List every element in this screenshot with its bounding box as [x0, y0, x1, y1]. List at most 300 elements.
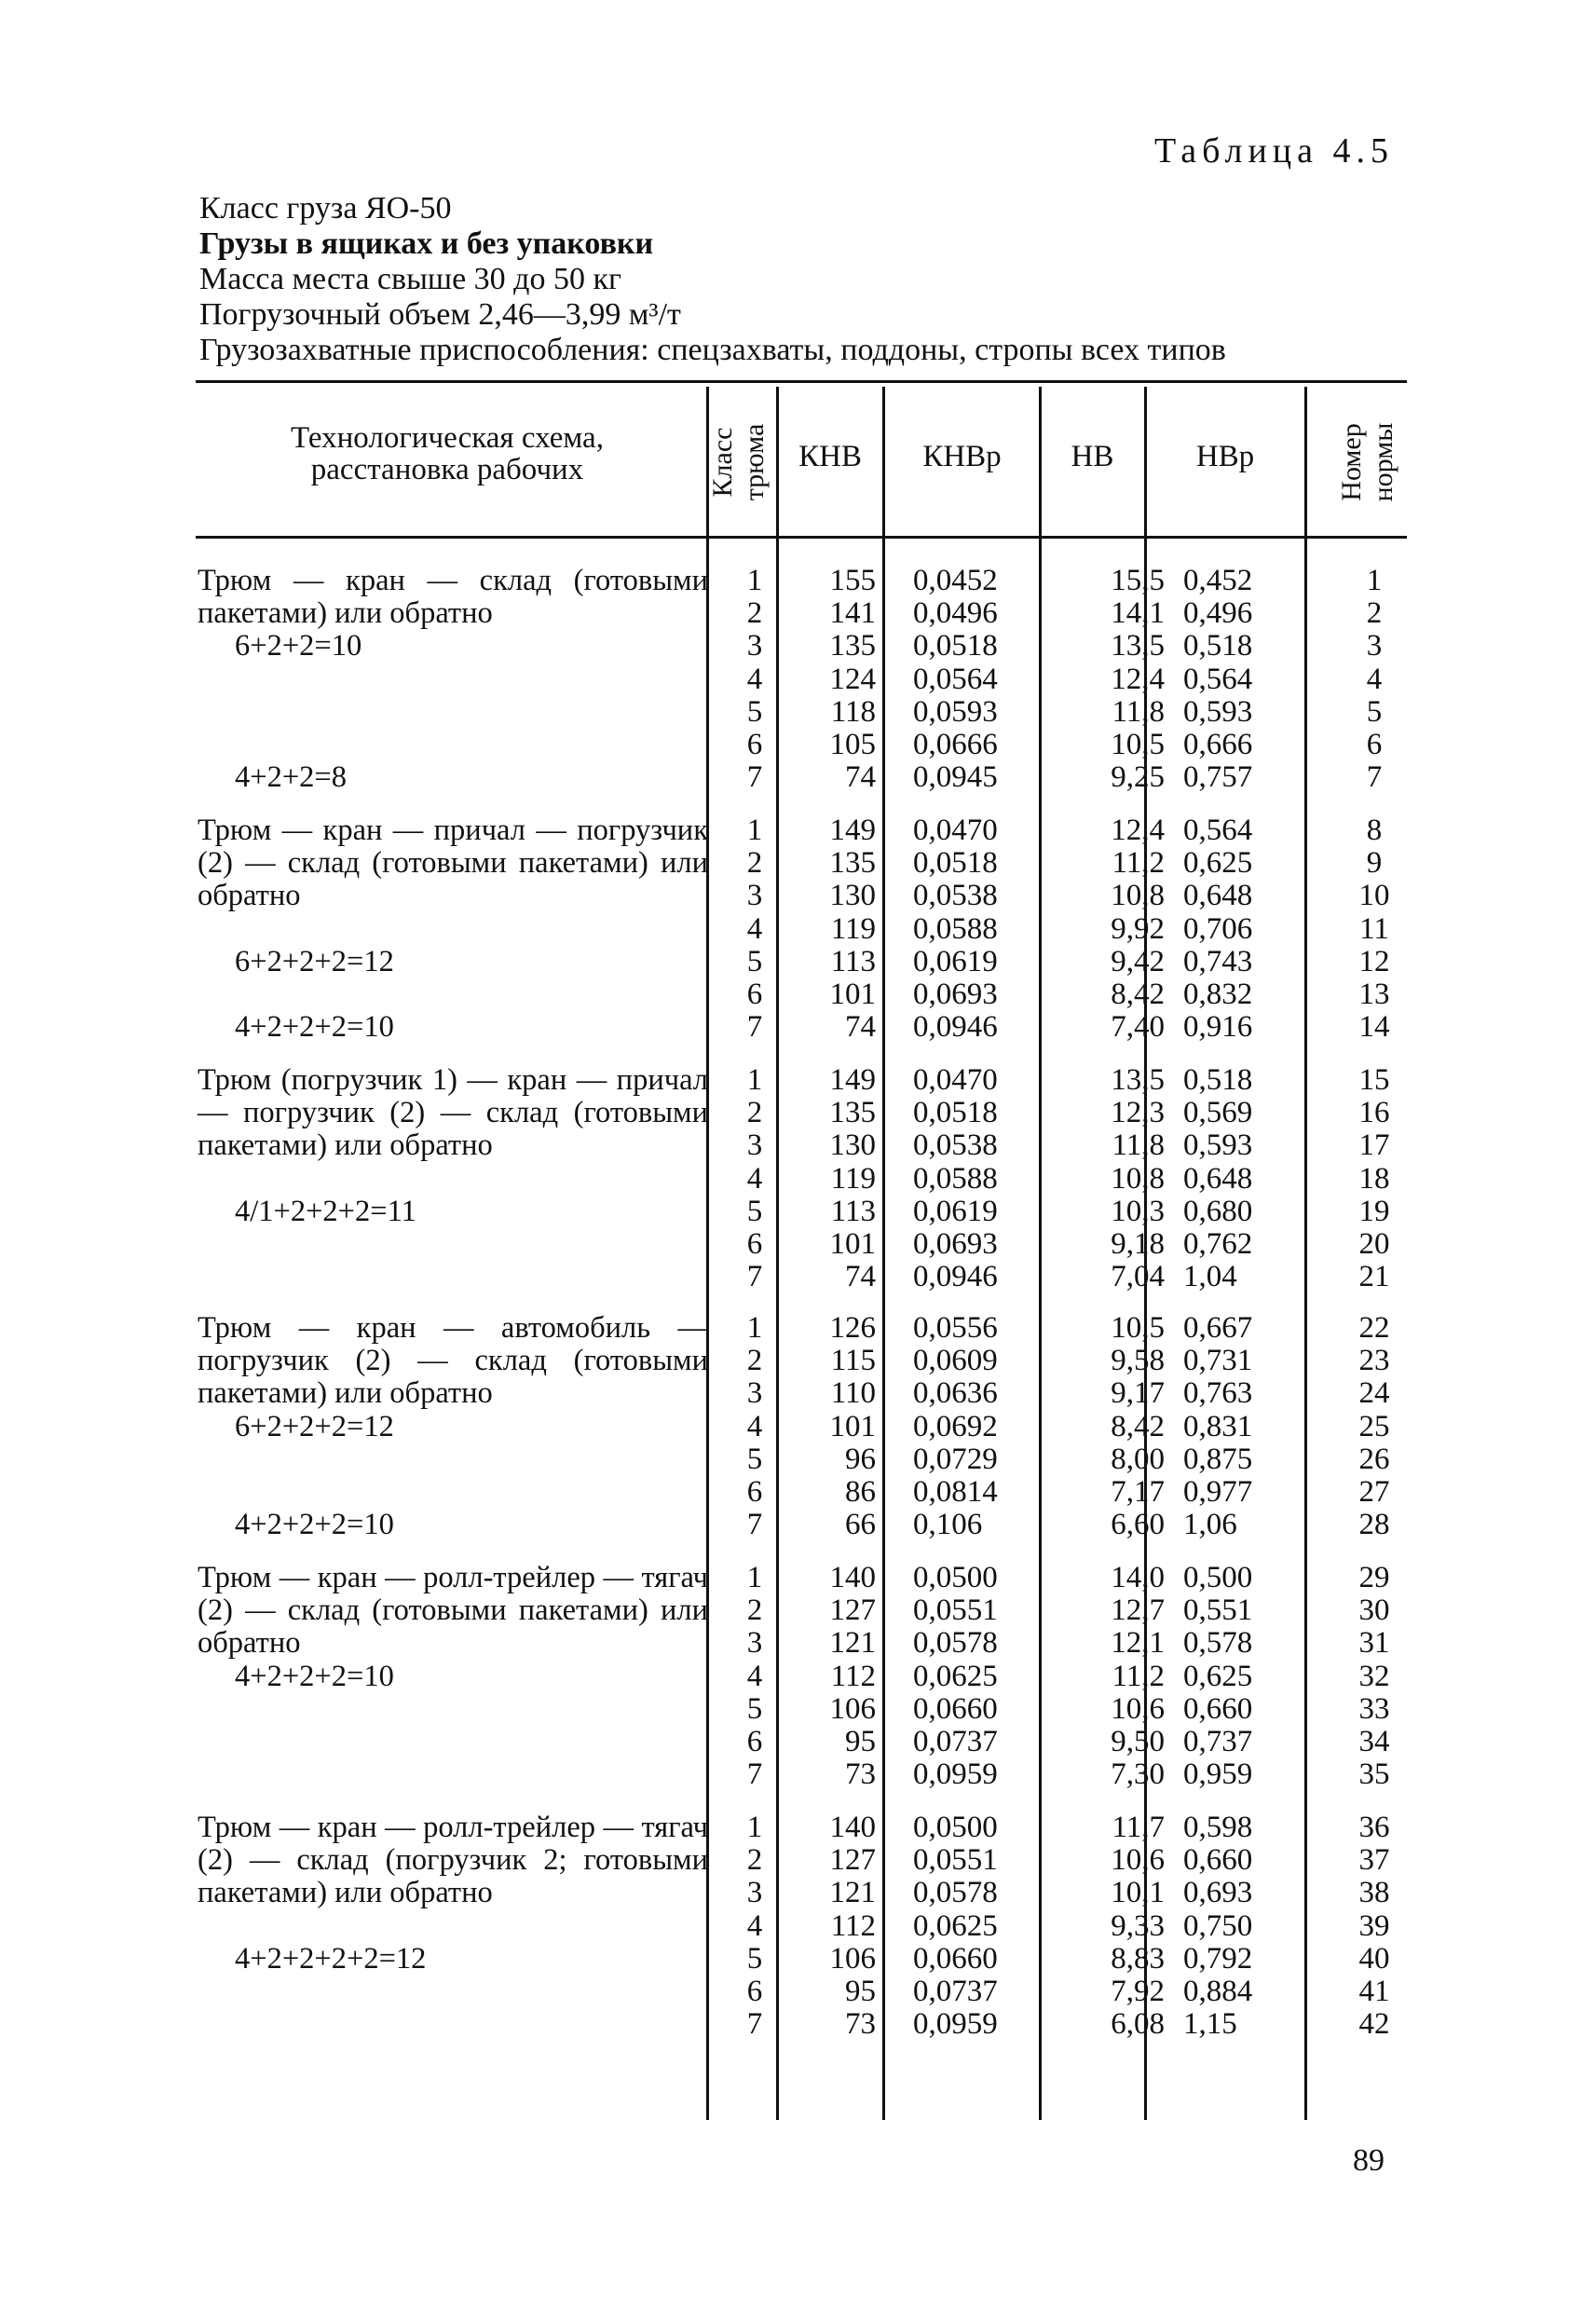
norm-number-column: [1342, 565, 1407, 794]
value-cell: 5: [746, 944, 763, 978]
value-cell: 3: [746, 1376, 763, 1411]
value-cell: 10,8: [1111, 879, 1165, 913]
nv-column: [1053, 814, 1165, 1044]
value-cell: 1: [746, 564, 763, 597]
value-cell: 0,0959: [913, 1757, 998, 1792]
value-cell: 0,551: [1183, 1593, 1253, 1628]
value-cell: 0,0660: [913, 1691, 998, 1726]
value-cell: 130: [829, 879, 876, 913]
value-cell: 0,757: [1183, 760, 1253, 795]
value-cell: 9,33: [1111, 1908, 1165, 1943]
value-cell: 24: [1358, 1376, 1390, 1411]
column-divider: [882, 387, 885, 2120]
value-cell: 18: [1358, 1161, 1390, 1196]
norm-number-column: [1342, 1064, 1407, 1293]
knv-column: [773, 1064, 876, 1293]
value-cell: 0,0518: [913, 629, 998, 663]
value-cell: 1: [746, 814, 763, 847]
value-cell: 0,0693: [913, 1226, 998, 1261]
value-cell: 9,25: [1111, 760, 1165, 795]
value-cell: 16: [1358, 1096, 1390, 1130]
value-cell: 6: [1366, 727, 1383, 761]
value-cell: 9: [1366, 846, 1383, 881]
value-cell: 2: [746, 846, 763, 881]
scheme-cell: [198, 814, 708, 1044]
value-cell: 5: [1366, 694, 1383, 729]
nvr-column: [1183, 565, 1295, 794]
value-cell: 1: [746, 1311, 763, 1345]
cargo-volume: Погрузочный объем 2,46—3,99 м³/т: [199, 297, 681, 332]
value-cell: 0,593: [1183, 1128, 1253, 1163]
value-cell: 96: [845, 1442, 876, 1476]
value-cell: 14: [1358, 1010, 1390, 1045]
value-cell: 0,693: [1183, 1876, 1253, 1910]
value-cell: 6,08: [1111, 2007, 1165, 2042]
knv-column: [773, 814, 876, 1044]
value-cell: 7,40: [1111, 1010, 1165, 1045]
value-cell: 0,884: [1183, 1974, 1253, 2008]
cargo-devices: Грузозахватные приспособления: спецзахваты, поддоны, стропы всех типов: [199, 333, 1226, 367]
value-cell: 0,598: [1183, 1811, 1253, 1844]
value-cell: 2: [746, 596, 763, 631]
value-cell: 119: [830, 1161, 876, 1196]
value-cell: 149: [829, 814, 876, 847]
value-cell: 0,0660: [913, 1941, 998, 1976]
value-cell: 101: [829, 1409, 876, 1443]
value-cell: 0,0578: [913, 1876, 998, 1910]
value-cell: 8,83: [1111, 1941, 1165, 1976]
value-cell: 0,832: [1183, 977, 1253, 1011]
value-cell: 12,4: [1111, 814, 1165, 847]
value-cell: 41: [1358, 1974, 1390, 2008]
value-cell: 3: [746, 879, 763, 913]
value-cell: 106: [829, 1941, 876, 1976]
value-cell: 115: [830, 1344, 876, 1378]
value-cell: 0,0500: [913, 1561, 998, 1594]
value-cell: 0,648: [1183, 879, 1253, 913]
value-cell: 0,0564: [913, 662, 998, 696]
value-cell: 35: [1358, 1757, 1390, 1792]
scheme-cell: [198, 1063, 708, 1228]
value-cell: 12: [1358, 944, 1390, 978]
value-cell: 0,625: [1183, 846, 1253, 881]
value-cell: 2: [746, 1096, 763, 1130]
value-cell: 22: [1358, 1311, 1390, 1345]
value-cell: 0,0518: [913, 846, 998, 881]
value-cell: 13,5: [1111, 1063, 1165, 1097]
value-cell: 0,648: [1183, 1161, 1253, 1196]
value-cell: 74: [845, 760, 876, 795]
value-cell: 121: [829, 1876, 876, 1910]
value-cell: 3: [746, 1876, 763, 1910]
value-cell: 113: [830, 1194, 876, 1228]
value-cell: 11,2: [1112, 846, 1165, 881]
value-cell: 2: [1366, 596, 1383, 631]
crew-formula: 4/1+2+2+2=11: [235, 1195, 416, 1228]
value-cell: 10,1: [1111, 1876, 1165, 1910]
value-cell: 124: [829, 662, 876, 696]
value-cell: 12,4: [1111, 662, 1165, 696]
value-cell: 28: [1358, 1508, 1390, 1542]
header-nv: НВ: [1071, 440, 1114, 473]
cargo-class: Класс груза ЯО-50: [199, 191, 452, 226]
crew-formula: 6+2+2+2=12: [235, 945, 394, 978]
value-cell: 0,0636: [913, 1376, 998, 1411]
value-cell: 0,916: [1183, 1010, 1253, 1045]
value-cell: 31: [1358, 1626, 1390, 1661]
value-cell: 7: [746, 1757, 763, 1792]
value-cell: 11,2: [1112, 1659, 1165, 1693]
knvr-column: [913, 1562, 1044, 1791]
header-norm-number: Номер нормы: [1336, 422, 1398, 502]
value-cell: 0,593: [1183, 694, 1253, 729]
crew-formula-alt: 4+2+2+2=10: [235, 1508, 394, 1541]
value-cell: 12,3: [1111, 1096, 1165, 1130]
value-cell: 101: [829, 1226, 876, 1261]
value-cell: 7: [1366, 760, 1383, 795]
value-cell: 0,0452: [913, 564, 998, 597]
header-scheme: Технологическая схема, расстановка рабочих: [291, 421, 604, 486]
table-top-rule: [196, 380, 1407, 383]
hold-class-column: [736, 1812, 773, 2041]
value-cell: 0,0666: [913, 727, 998, 761]
value-cell: 14,1: [1111, 596, 1165, 631]
value-cell: 2: [746, 1843, 763, 1878]
value-cell: 9,18: [1111, 1226, 1165, 1261]
value-cell: 15: [1358, 1063, 1390, 1097]
value-cell: 0,0551: [913, 1593, 998, 1628]
nv-column: [1053, 1312, 1165, 1541]
value-cell: 0,0496: [913, 596, 998, 631]
value-cell: 8,00: [1111, 1442, 1165, 1476]
value-cell: 2: [746, 1593, 763, 1628]
value-cell: 8,42: [1111, 977, 1165, 1011]
value-cell: 0,660: [1183, 1843, 1253, 1878]
norm-number-column: [1342, 1562, 1407, 1791]
value-cell: 0,750: [1183, 1908, 1253, 1943]
value-cell: 0,0814: [913, 1474, 998, 1509]
value-cell: 3: [746, 1128, 763, 1163]
cargo-mass: Масса места свыше 30 до 50 кг: [199, 262, 621, 296]
value-cell: 4: [746, 1908, 763, 1943]
value-cell: 11,8: [1112, 1128, 1165, 1163]
value-cell: 1: [746, 1063, 763, 1097]
value-cell: 0,0945: [913, 760, 998, 795]
value-cell: 11,7: [1112, 1811, 1165, 1844]
knvr-column: [913, 814, 1044, 1044]
crew-formula-alt: 4+2+2+2=10: [235, 1010, 394, 1044]
value-cell: 0,518: [1183, 629, 1253, 663]
value-cell: 0,875: [1183, 1442, 1253, 1476]
knvr-column: [913, 565, 1044, 794]
value-cell: 130: [829, 1128, 876, 1163]
value-cell: 4: [746, 1659, 763, 1693]
value-cell: 86: [845, 1474, 876, 1509]
value-cell: 0,0518: [913, 1096, 998, 1130]
value-cell: 10,3: [1111, 1194, 1165, 1228]
value-cell: 34: [1358, 1724, 1390, 1758]
value-cell: 4: [746, 662, 763, 696]
value-cell: 0,0946: [913, 1010, 998, 1045]
value-cell: 4: [746, 1409, 763, 1443]
value-cell: 140: [829, 1561, 876, 1594]
value-cell: 0,680: [1183, 1194, 1253, 1228]
value-cell: 140: [829, 1811, 876, 1844]
value-cell: 0,731: [1183, 1344, 1253, 1378]
value-cell: 135: [829, 629, 876, 663]
value-cell: 11,8: [1112, 694, 1165, 729]
value-cell: 9,92: [1111, 911, 1165, 946]
value-cell: 6: [746, 977, 763, 1011]
crew-formula: 6+2+2=10: [235, 629, 362, 663]
value-cell: 0,0609: [913, 1344, 998, 1378]
knvr-column: [913, 1064, 1044, 1293]
cargo-info: [199, 191, 1401, 368]
value-cell: 9,17: [1111, 1376, 1165, 1411]
value-cell: 95: [845, 1974, 876, 2008]
norm-number-column: [1342, 814, 1407, 1044]
scheme-cell: [198, 1561, 708, 1693]
header-bottom-rule: [196, 536, 1407, 539]
value-cell: 39: [1358, 1908, 1390, 1943]
value-cell: 7,30: [1111, 1757, 1165, 1792]
value-cell: 0,518: [1183, 1063, 1253, 1097]
value-cell: 10,6: [1111, 1691, 1165, 1726]
scheme-text: Трюм — кран — причал — погрузчик (2) — склад (готовыми пакетами) или обратно: [198, 814, 708, 912]
hold-class-column: [736, 814, 773, 1044]
scheme-text: Трюм — кран — ролл-трейлер — тягач (2) — склад (готовыми пакетами) или обратно: [198, 1561, 708, 1660]
header-nvr: НВр: [1195, 440, 1255, 473]
knvr-column: [913, 1812, 1044, 2041]
value-cell: 10: [1358, 879, 1390, 913]
value-cell: 10,6: [1111, 1843, 1165, 1878]
value-cell: 0,977: [1183, 1474, 1253, 1509]
value-cell: 7: [746, 1508, 763, 1542]
value-cell: 0,452: [1183, 564, 1253, 597]
value-cell: 1: [746, 1811, 763, 1844]
value-cell: 32: [1358, 1659, 1390, 1693]
value-cell: 0,667: [1183, 1311, 1253, 1345]
value-cell: 10,5: [1111, 1311, 1165, 1345]
value-cell: 0,0737: [913, 1724, 998, 1758]
knv-column: [773, 565, 876, 794]
header-knv: КНВ: [798, 440, 862, 473]
value-cell: 0,564: [1183, 814, 1253, 847]
value-cell: 3: [746, 1626, 763, 1661]
value-cell: 1,06: [1183, 1508, 1237, 1542]
value-cell: 0,743: [1183, 944, 1253, 978]
value-cell: 7: [746, 1010, 763, 1045]
value-cell: 0,706: [1183, 911, 1253, 946]
nvr-column: [1183, 1562, 1295, 1791]
crew-formula: 6+2+2+2=12: [235, 1410, 394, 1443]
value-cell: 0,625: [1183, 1659, 1253, 1693]
value-cell: 0,500: [1183, 1561, 1253, 1594]
value-cell: 0,106: [913, 1508, 983, 1542]
value-cell: 66: [845, 1508, 876, 1542]
value-cell: 0,0538: [913, 879, 998, 913]
header-hold-class: Класс трюма: [707, 423, 770, 501]
value-cell: 1: [746, 1561, 763, 1594]
scheme-text: Трюм (погрузчик 1) — кран — причал — погрузчик (2) — склад (готовыми пакетами) или обратно: [198, 1063, 708, 1162]
knvr-column: [913, 1312, 1044, 1541]
nvr-column: [1183, 1312, 1295, 1541]
scheme-text: Трюм — кран — автомобиль — погрузчик (2) — склад (готовыми пакетами) или обратно: [198, 1311, 708, 1410]
value-cell: 119: [830, 911, 876, 946]
crew-formula-alt: 4+2+2=8: [235, 760, 347, 794]
value-cell: 127: [829, 1593, 876, 1628]
nv-column: [1053, 565, 1165, 794]
value-cell: 19: [1358, 1194, 1390, 1228]
value-cell: 141: [829, 596, 876, 631]
value-cell: 0,564: [1183, 662, 1253, 696]
value-cell: 0,763: [1183, 1376, 1253, 1411]
value-cell: 110: [830, 1376, 876, 1411]
value-cell: 12,1: [1111, 1626, 1165, 1661]
hold-class-column: [736, 1064, 773, 1293]
value-cell: 9,42: [1111, 944, 1165, 978]
value-cell: 0,0959: [913, 2007, 998, 2042]
value-cell: 7,92: [1111, 1974, 1165, 2008]
nv-column: [1053, 1562, 1165, 1791]
value-cell: 12,7: [1111, 1593, 1165, 1628]
value-cell: 0,0946: [913, 1260, 998, 1294]
value-cell: 42: [1358, 2007, 1390, 2042]
value-cell: 6: [746, 1724, 763, 1758]
value-cell: 9,58: [1111, 1344, 1165, 1378]
value-cell: 95: [845, 1724, 876, 1758]
value-cell: 127: [829, 1843, 876, 1878]
value-cell: 0,0578: [913, 1626, 998, 1661]
value-cell: 74: [845, 1010, 876, 1045]
value-cell: 17: [1358, 1128, 1390, 1163]
value-cell: 0,0692: [913, 1409, 998, 1443]
norm-number-column: [1342, 1812, 1407, 2041]
value-cell: 0,0470: [913, 814, 998, 847]
value-cell: 15,5: [1111, 564, 1165, 597]
scheme-cell: [198, 1311, 708, 1541]
value-cell: 149: [829, 1063, 876, 1097]
value-cell: 0,0470: [913, 1063, 998, 1097]
value-cell: 74: [845, 1260, 876, 1294]
hold-class-column: [736, 1312, 773, 1541]
value-cell: 36: [1358, 1811, 1390, 1844]
value-cell: 7,04: [1111, 1260, 1165, 1294]
value-cell: 0,0556: [913, 1311, 998, 1345]
value-cell: 11: [1359, 911, 1389, 946]
value-cell: 0,0693: [913, 977, 998, 1011]
value-cell: 0,0588: [913, 1161, 998, 1196]
value-cell: 29: [1358, 1561, 1390, 1594]
crew-formula: 4+2+2+2=10: [235, 1660, 394, 1693]
nv-column: [1053, 1064, 1165, 1293]
value-cell: 155: [829, 564, 876, 597]
value-cell: 3: [746, 629, 763, 663]
value-cell: 105: [829, 727, 876, 761]
value-cell: 21: [1358, 1260, 1390, 1294]
scheme-text: Трюм — кран — склад (готовыми пакетами) или обратно: [198, 564, 708, 630]
value-cell: 0,762: [1183, 1226, 1253, 1261]
value-cell: 0,792: [1183, 1941, 1253, 1976]
value-cell: 20: [1358, 1226, 1390, 1261]
value-cell: 121: [829, 1626, 876, 1661]
value-cell: 4: [746, 911, 763, 946]
nv-column: [1053, 1812, 1165, 2041]
knv-column: [773, 1312, 876, 1541]
value-cell: 0,0737: [913, 1974, 998, 2008]
value-cell: 8,42: [1111, 1409, 1165, 1443]
value-cell: 0,666: [1183, 727, 1253, 761]
table-title: Таблица 4.5: [1153, 131, 1394, 171]
value-cell: 3: [1366, 629, 1383, 663]
value-cell: 6: [746, 1226, 763, 1261]
value-cell: 0,0500: [913, 1811, 998, 1844]
value-cell: 0,496: [1183, 596, 1253, 631]
hold-class-column: [736, 1562, 773, 1791]
value-cell: 0,578: [1183, 1626, 1253, 1661]
knv-column: [773, 1812, 876, 2041]
value-cell: 112: [830, 1908, 876, 1943]
value-cell: 13,5: [1111, 629, 1165, 663]
value-cell: 0,0729: [913, 1442, 998, 1476]
value-cell: 26: [1358, 1442, 1390, 1476]
value-cell: 73: [845, 1757, 876, 1792]
value-cell: 0,660: [1183, 1691, 1253, 1726]
column-divider: [1304, 387, 1307, 2120]
nvr-column: [1183, 1064, 1295, 1293]
value-cell: 25: [1358, 1409, 1390, 1443]
value-cell: 8: [1366, 814, 1383, 847]
value-cell: 7,17: [1111, 1474, 1165, 1509]
value-cell: 37: [1358, 1843, 1390, 1878]
value-cell: 0,0593: [913, 694, 998, 729]
value-cell: 23: [1358, 1344, 1390, 1378]
scheme-text: Трюм — кран — ролл-трейлер — тягач (2) — склад (погрузчик 2; готовыми пакетами) или обратно: [198, 1811, 708, 1909]
hold-class-column: [736, 565, 773, 794]
value-cell: 0,959: [1183, 1757, 1253, 1792]
value-cell: 6: [746, 727, 763, 761]
value-cell: 101: [829, 977, 876, 1011]
knv-column: [773, 1562, 876, 1791]
norm-number-column: [1342, 1312, 1407, 1541]
cargo-description: Грузы в ящиках и без упаковки: [199, 226, 654, 261]
value-cell: 0,569: [1183, 1096, 1253, 1130]
scheme-cell: [198, 1811, 708, 1976]
nvr-column: [1183, 814, 1295, 1044]
value-cell: 113: [830, 944, 876, 978]
value-cell: 7: [746, 1260, 763, 1294]
value-cell: 30: [1358, 1593, 1390, 1628]
value-cell: 0,0551: [913, 1843, 998, 1878]
value-cell: 33: [1358, 1691, 1390, 1726]
value-cell: 38: [1358, 1876, 1390, 1910]
value-cell: 0,0619: [913, 1194, 998, 1228]
value-cell: 5: [746, 1442, 763, 1476]
value-cell: 126: [829, 1311, 876, 1345]
value-cell: 5: [746, 694, 763, 729]
value-cell: 0,0625: [913, 1908, 998, 1943]
value-cell: 27: [1358, 1474, 1390, 1509]
value-cell: 7: [746, 760, 763, 795]
nvr-column: [1183, 1812, 1295, 2041]
value-cell: 0,831: [1183, 1409, 1253, 1443]
value-cell: 112: [830, 1659, 876, 1693]
header-knvr: КНВр: [922, 440, 1002, 473]
page-number: 89: [1353, 2143, 1385, 2178]
value-cell: 0,0619: [913, 944, 998, 978]
value-cell: 40: [1358, 1941, 1390, 1976]
value-cell: 13: [1358, 977, 1390, 1011]
